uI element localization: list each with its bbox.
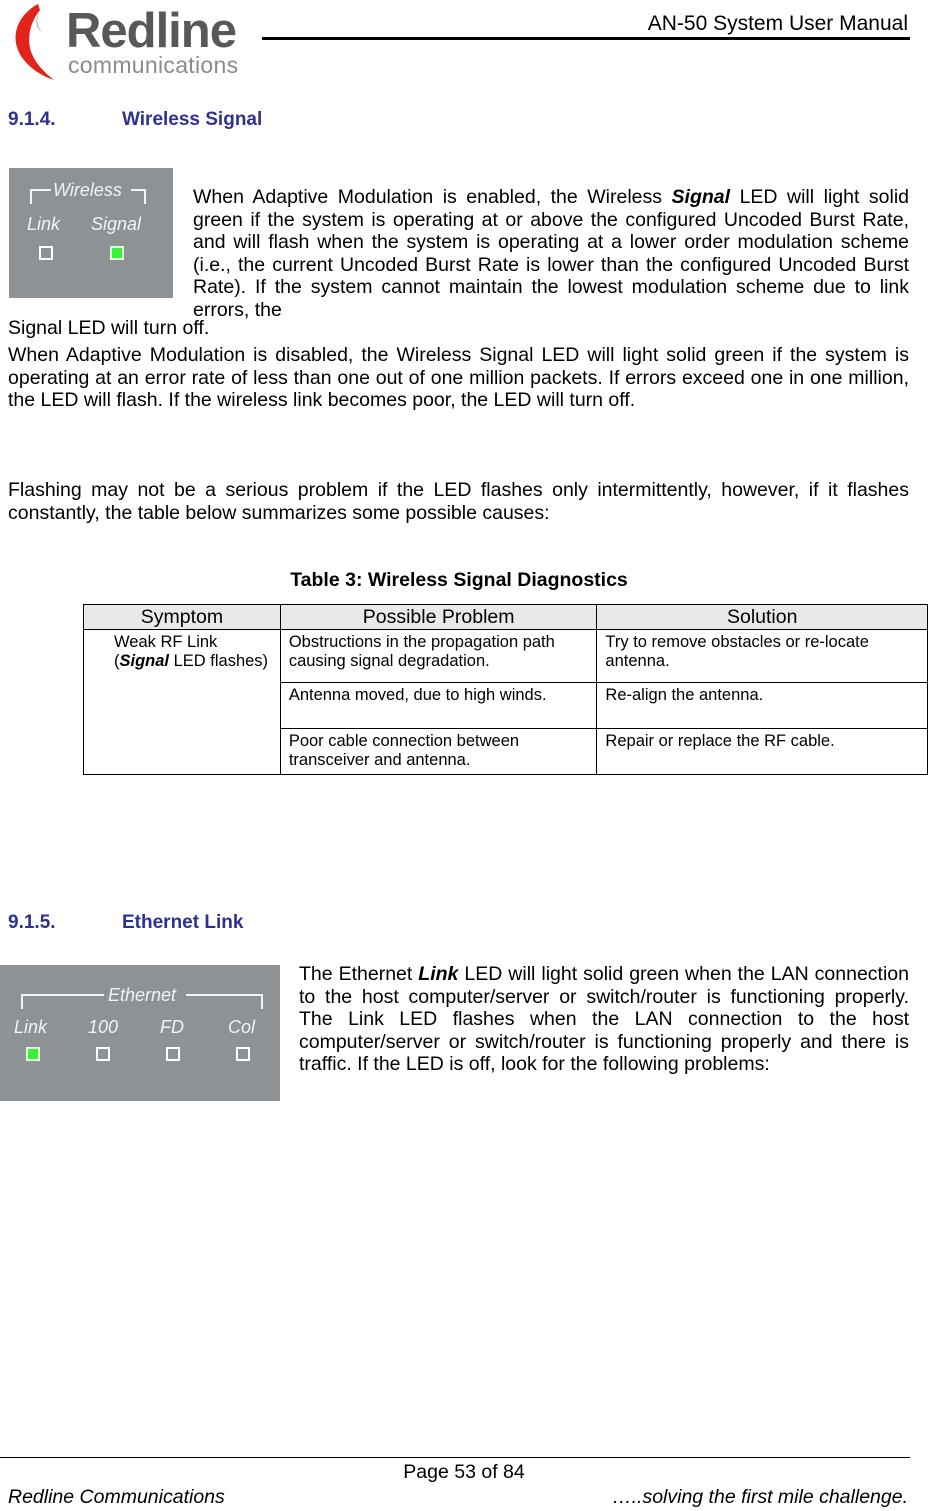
section-heading-wireless	[8, 109, 262, 131]
ethernet-group-label: Ethernet	[108, 985, 177, 1005]
page-number: Page 53 of 84	[403, 1461, 525, 1483]
section-title: Ethernet Link	[122, 912, 244, 933]
led-label-link: Link	[27, 214, 61, 234]
symptom-cell: Weak RF Link (Signal LED flashes)	[84, 630, 281, 775]
table-header-row	[84, 605, 928, 630]
wireless-group-label: Wireless	[53, 180, 122, 200]
solution-cell: Repair or replace the RF cable.	[597, 729, 928, 775]
ethernet-100-led-icon	[96, 1047, 110, 1061]
wireless-para1: Signal LED will turn off.	[8, 317, 210, 339]
ethernet-para: The Ethernet Link LED will light solid green when the LAN connection to the host computer/server or switch/router is functioning properly. The Link LED flashes when the LAN connection to the host computer/server or switch/router is functioning properly and there is traffic. If the LED is off, look for the following problems:	[299, 963, 909, 1075]
logo-wordmark: Redline	[66, 4, 236, 58]
section-title: Wireless Signal	[122, 109, 263, 130]
wireless-para2: When Adaptive Modulation is disabled, the Wireless Signal LED will light solid green if the system is operating at an error rate of less than one out of one million packets. If errors exceed one in one million, the LED will flash. If the wireless link becomes poor, the LED will turn off.	[8, 344, 909, 411]
solution-cell: Re-align the antenna.	[597, 683, 928, 729]
led-label-100: 100	[88, 1017, 119, 1037]
table-caption: Table 3: Wireless Signal Diagnostics	[290, 569, 628, 591]
ethernet-col-led-icon	[236, 1047, 250, 1061]
ethernet-fd-led-icon	[166, 1047, 180, 1061]
led-label-fd: FD	[160, 1017, 184, 1037]
header-solution: Solution	[597, 605, 928, 630]
ethernet-link-led-icon	[26, 1047, 40, 1061]
wireless-signal-led-icon	[110, 246, 124, 260]
led-label-col: Col	[228, 1017, 256, 1037]
problem-cell: Antenna moved, due to high winds.	[280, 683, 597, 729]
diagnostics-table	[83, 604, 928, 775]
section-number: 9.1.4.	[8, 109, 56, 130]
led-label-signal: Signal	[91, 214, 142, 234]
footer-company: Redline Communications	[8, 1486, 225, 1508]
section-number: 9.1.5.	[8, 912, 56, 933]
ethernet-led-panel	[0, 965, 280, 1101]
table-row	[84, 630, 928, 683]
header-rule	[262, 37, 910, 40]
problem-cell: Poor cable connection between transceiver and antenna.	[280, 729, 597, 775]
wireless-led-panel	[9, 168, 173, 298]
led-label-link: Link	[14, 1017, 48, 1037]
solution-cell: Try to remove obstacles or re-locate antenna.	[597, 630, 928, 683]
footer-rule	[0, 1457, 910, 1458]
footer-slogan: …..solving the first mile challenge.	[612, 1486, 908, 1508]
manual-title: AN-50 System User Manual	[647, 12, 908, 35]
redline-logo-mark	[6, 2, 58, 82]
wireless-para1-first: When Adaptive Modulation is enabled, the Wireless Signal LED will light solid green if the system is operating at or above the configured Uncoded Burst Rate, and will flash when the system is operating at a lower order modulation scheme (i.e., the current Uncoded Burst Rate is lower than the configured Uncoded Burst Rate). If the system cannot maintain the lowest modulation scheme due to link errors, the	[193, 186, 909, 321]
problem-cell: Obstructions in the propagation path causing signal degradation.	[280, 630, 597, 683]
section-heading-ethernet	[8, 912, 243, 934]
wireless-para3: Flashing may not be a serious problem if the LED flashes only intermittently, however, if it flashes constantly, the table below summarizes some possible causes:	[8, 479, 909, 524]
logo-subtitle: communications	[68, 52, 239, 78]
wireless-link-led-icon	[39, 246, 53, 260]
header-problem: Possible Problem	[280, 605, 597, 630]
header-symptom: Symptom	[84, 605, 281, 630]
